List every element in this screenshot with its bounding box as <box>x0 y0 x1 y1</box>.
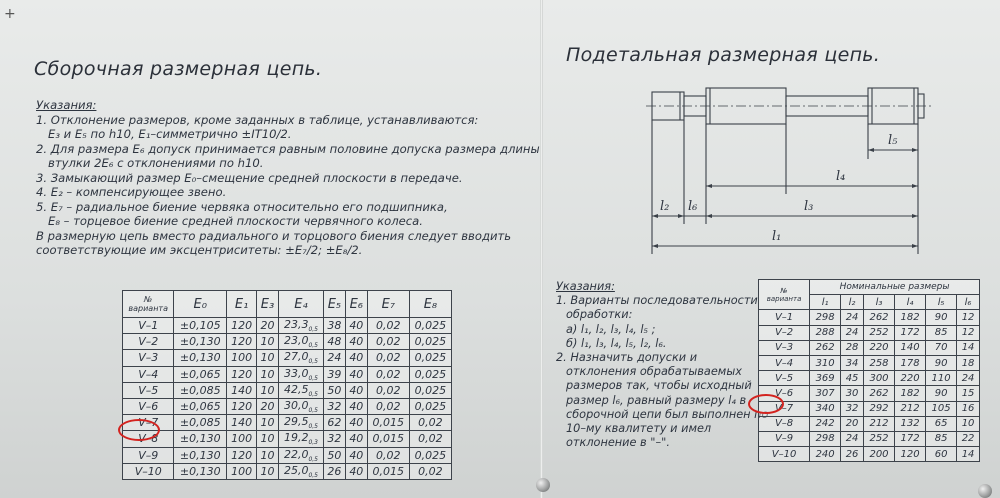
table-cell: 172 <box>895 325 926 340</box>
table-cell: 0,02 <box>367 447 409 463</box>
table-cell: V–9 <box>123 447 174 463</box>
table-cell: 120 <box>227 334 257 350</box>
table-cell: 120 <box>227 366 257 382</box>
left-note-line: 2. Для размера E₆ допуск принимается равным половине допуска размера длины <box>36 141 540 156</box>
table-cell: 10 <box>257 366 279 382</box>
table-cell: 40 <box>345 350 367 366</box>
table-cell: 0,02 <box>367 350 409 366</box>
right-notes-heading: Указания: <box>556 280 615 293</box>
table-row <box>759 431 980 446</box>
left-notes-heading: Указания: <box>36 98 97 112</box>
dim-label-l5: l₅ <box>888 133 898 148</box>
table-cell: 18 <box>957 355 980 370</box>
table-cell: 26 <box>323 463 345 479</box>
cell-tolerance: 0,5 <box>308 471 318 479</box>
right-notes <box>556 280 769 450</box>
table-row <box>123 431 452 447</box>
table-cell: V–7 <box>123 415 174 431</box>
table-cell: 62 <box>323 415 345 431</box>
dim-label-l2: l₂ <box>660 199 670 214</box>
table-cell: V–4 <box>759 355 810 370</box>
table-cell: 90 <box>926 310 957 325</box>
cell-tolerance: 0,5 <box>308 358 318 366</box>
table-cell <box>278 382 323 398</box>
column-header: E₆ <box>345 291 367 318</box>
left-note-line: 1. Отклонение размеров, кроме заданных в таблице, устанавливаются: <box>36 112 479 127</box>
table-cell: 48 <box>323 334 345 350</box>
table-cell: V–8 <box>759 416 810 431</box>
column-header: l₃ <box>863 295 894 310</box>
cell-value: 25,0 <box>283 463 309 477</box>
table-cell: V–6 <box>759 386 810 401</box>
left-note-line: E₈ – торцевое биение средней плоскости червячного колеса. <box>48 214 423 228</box>
variant-header-bottom: варианта <box>766 294 802 303</box>
table-cell: V–10 <box>759 447 810 462</box>
left-note-line: 4. E₂ – компенсирующее звено. <box>36 185 227 199</box>
table-cell: 24 <box>841 325 864 340</box>
table-cell: ±0,130 <box>174 463 227 479</box>
table-row <box>123 350 452 366</box>
right-title: Подетальная размерная цепь. <box>566 44 881 66</box>
cell-value: 33,0 <box>283 366 309 380</box>
table-cell: 0,02 <box>367 334 409 350</box>
cell-tolerance: 0,5 <box>308 390 318 398</box>
table-cell: 60 <box>926 447 957 462</box>
table-cell: 20 <box>257 318 279 334</box>
right-note-line: обработки: <box>566 308 633 322</box>
table-header-row <box>123 291 452 318</box>
table-cell: 24 <box>841 431 864 446</box>
table-cell: 10 <box>257 415 279 431</box>
variant-header-top: № <box>780 286 788 295</box>
table-cell: 0,02 <box>367 398 409 414</box>
table-cell: 10 <box>257 463 279 479</box>
table-cell: 300 <box>863 371 894 386</box>
table-cell: 100 <box>227 431 257 447</box>
table-cell: V–6 <box>123 398 174 414</box>
cell-value: 19,2 <box>283 431 309 445</box>
table-cell: 120 <box>227 318 257 334</box>
cell-value: 22,0 <box>283 447 309 461</box>
table-cell: V–3 <box>759 340 810 355</box>
table-cell: 40 <box>345 398 367 414</box>
cell-value: 23,3 <box>283 318 309 331</box>
table-row <box>123 382 452 398</box>
table-cell: 140 <box>227 415 257 431</box>
variant-header-top: № <box>144 295 153 304</box>
corner-plus-mark: + <box>4 6 16 22</box>
table-cell: ±0,065 <box>174 398 227 414</box>
dim-label-l4: l₄ <box>836 169 846 184</box>
table-cell: 32 <box>841 401 864 416</box>
table-cell: 40 <box>345 463 367 479</box>
table-cell: V–8 <box>123 431 174 447</box>
variant-column-header <box>123 291 174 318</box>
table-cell: 369 <box>810 371 841 386</box>
table-cell: 178 <box>895 355 926 370</box>
table-cell: 32 <box>323 398 345 414</box>
table-cell: ±0,085 <box>174 415 227 431</box>
table-cell: 288 <box>810 325 841 340</box>
table-cell: 0,015 <box>367 431 409 447</box>
right-note-line: размер l₆, равный размеру l₄ в <box>566 393 747 407</box>
table-cell <box>278 366 323 382</box>
dim-label-l3: l₃ <box>804 199 814 214</box>
right-note-line: б) l₁, l₃, l₄, l₅, l₂, l₆. <box>566 336 667 350</box>
table-cell: 0,025 <box>409 318 451 334</box>
table-cell: V–10 <box>123 463 174 479</box>
table-cell <box>278 318 323 334</box>
left-notes <box>36 98 540 258</box>
table-row <box>759 401 980 416</box>
right-note-line: отклонение в "–". <box>566 436 670 450</box>
table-cell: V–2 <box>123 334 174 350</box>
table-cell: 10 <box>257 431 279 447</box>
column-header: l₅ <box>926 295 957 310</box>
shaft-drawing <box>640 84 940 259</box>
column-header: E₀ <box>174 291 227 318</box>
cell-tolerance: 0,5 <box>308 455 318 463</box>
cell-value: 30,0 <box>283 398 309 412</box>
table-cell: 172 <box>895 431 926 446</box>
cell-tolerance: 0,3 <box>308 439 318 447</box>
table-cell <box>278 447 323 463</box>
table-row <box>123 463 452 479</box>
table-cell: ±0,065 <box>174 366 227 382</box>
table-row <box>759 386 980 401</box>
column-header: l₆ <box>957 295 980 310</box>
table-cell <box>278 398 323 414</box>
table-cell: V–5 <box>759 371 810 386</box>
table-cell: 258 <box>863 355 894 370</box>
table-cell: 100 <box>227 350 257 366</box>
table-cell: 0,02 <box>409 415 451 431</box>
table-cell: 28 <box>841 340 864 355</box>
column-header: E₁ <box>227 291 257 318</box>
table-cell: 252 <box>863 431 894 446</box>
cell-value: 29,5 <box>283 415 309 429</box>
table-cell: 0,025 <box>409 350 451 366</box>
table-cell: 307 <box>810 386 841 401</box>
table-cell: 262 <box>810 340 841 355</box>
right-note-line: отклонения обрабатываемых <box>566 365 742 379</box>
table-cell: 24 <box>323 350 345 366</box>
table-cell: 0,02 <box>409 431 451 447</box>
table-row <box>759 340 980 355</box>
table-cell: 10 <box>257 334 279 350</box>
table-cell: 212 <box>863 416 894 431</box>
table-cell: 38 <box>323 318 345 334</box>
table-cell: 40 <box>345 366 367 382</box>
table-cell: 240 <box>810 447 841 462</box>
table-row <box>759 325 980 340</box>
panel-divider <box>540 0 543 498</box>
cell-value: 27,0 <box>283 350 309 364</box>
table-cell: V–9 <box>759 431 810 446</box>
bolt-left <box>536 478 550 492</box>
table-cell: 24 <box>841 310 864 325</box>
table-cell: 298 <box>810 431 841 446</box>
column-header: l₂ <box>841 295 864 310</box>
table-cell: V–1 <box>759 310 810 325</box>
column-header: l₄ <box>895 295 926 310</box>
table-cell: 200 <box>863 447 894 462</box>
table-caption: Номинальные размеры <box>810 280 980 295</box>
table-row <box>123 415 452 431</box>
table-cell: 12 <box>957 310 980 325</box>
table-row <box>123 366 452 382</box>
table-cell: 90 <box>926 355 957 370</box>
variant-column-header <box>759 280 810 310</box>
table-cell: 220 <box>895 371 926 386</box>
table-cell: 298 <box>810 310 841 325</box>
table-row <box>123 398 452 414</box>
table-cell: 0,025 <box>409 366 451 382</box>
table-cell: 252 <box>863 325 894 340</box>
table-cell: ±0,130 <box>174 350 227 366</box>
red-circle-mark-left <box>118 419 160 441</box>
table-cell: 85 <box>926 325 957 340</box>
table-cell: 120 <box>227 447 257 463</box>
table-row <box>759 416 980 431</box>
table-cell: V–4 <box>123 366 174 382</box>
left-note-line: 3. Замыкающий размер E₀–смещение средней плоскости в передаче. <box>36 170 463 185</box>
table-cell: 40 <box>345 447 367 463</box>
right-note-line: размеров так, чтобы исходный <box>566 379 752 393</box>
table-cell: 310 <box>810 355 841 370</box>
table-cell: 40 <box>345 431 367 447</box>
table-cell: 262 <box>863 386 894 401</box>
red-circle-mark-right <box>748 394 784 414</box>
cell-tolerance: 0,5 <box>308 374 318 382</box>
table-cell: 0,025 <box>409 334 451 350</box>
table-cell: 40 <box>345 318 367 334</box>
table-cell: 262 <box>863 310 894 325</box>
cell-tolerance: 0,5 <box>308 423 318 431</box>
dim-label-l1: l₁ <box>772 229 782 244</box>
table-cell: 120 <box>227 398 257 414</box>
right-note-line: а) l₁, l₂, l₃, l₄, l₅ ; <box>566 322 656 336</box>
column-header: l₁ <box>810 295 841 310</box>
table-cell <box>278 415 323 431</box>
table-cell: 10 <box>257 382 279 398</box>
right-note-line: 1. Варианты последовательности <box>556 294 758 308</box>
table-cell: ±0,130 <box>174 431 227 447</box>
table-cell: 0,02 <box>367 366 409 382</box>
table-cell: V–5 <box>123 382 174 398</box>
table-cell: 0,025 <box>409 382 451 398</box>
bolt-right <box>978 484 992 498</box>
left-note-line: соответствующие им эксцентриситеты: ±E₇/2; ±E₈/2. <box>36 243 363 257</box>
table-cell: 105 <box>926 401 957 416</box>
table-cell: 34 <box>841 355 864 370</box>
table-cell: V–3 <box>123 350 174 366</box>
table-cell: 182 <box>895 310 926 325</box>
table-cell: 140 <box>227 382 257 398</box>
table-cell: V–1 <box>123 318 174 334</box>
table-cell: 0,015 <box>367 463 409 479</box>
table-cell: 26 <box>841 447 864 462</box>
table-row <box>759 371 980 386</box>
right-note-line: сборочной цепи был выполнен по <box>566 407 769 421</box>
right-note-line: 10–му квалитету и имел <box>566 422 712 436</box>
table-cell: V–2 <box>759 325 810 340</box>
table-cell: ±0,105 <box>174 318 227 334</box>
table-cell: 14 <box>957 340 980 355</box>
table-cell: 40 <box>345 415 367 431</box>
table-row <box>123 447 452 463</box>
table-cell: 212 <box>895 401 926 416</box>
table-cell: 0,02 <box>367 382 409 398</box>
table-cell: ±0,085 <box>174 382 227 398</box>
variant-header-bottom: варианта <box>128 304 168 313</box>
column-header: E₃ <box>257 291 279 318</box>
table-cell <box>278 431 323 447</box>
table-cell: 70 <box>926 340 957 355</box>
left-note-line: В размерную цепь вместо радиального и торцового биения следует вводить <box>36 228 512 243</box>
table-cell: 132 <box>895 416 926 431</box>
left-title: Сборочная размерная цепь. <box>34 58 323 80</box>
table-cell: 12 <box>957 325 980 340</box>
table-cell: ±0,130 <box>174 447 227 463</box>
column-header: E₄ <box>278 291 323 318</box>
table-cell: 20 <box>841 416 864 431</box>
left-note-line: втулки 2E₆ с отклонениями по h10. <box>48 156 264 170</box>
table-cell: 20 <box>257 398 279 414</box>
table-cell: 110 <box>926 371 957 386</box>
table-cell: ±0,130 <box>174 334 227 350</box>
table-row <box>123 334 452 350</box>
table-cell: 140 <box>895 340 926 355</box>
table-cell: 50 <box>323 382 345 398</box>
table-cell: 340 <box>810 401 841 416</box>
table-cell: 24 <box>957 371 980 386</box>
table-cell: 85 <box>926 431 957 446</box>
table-cell: 10 <box>257 447 279 463</box>
column-header: E₅ <box>323 291 345 318</box>
table-row <box>759 310 980 325</box>
right-note-line: 2. Назначить допуски и <box>556 351 698 365</box>
table-cell: 100 <box>227 463 257 479</box>
table-row <box>123 318 452 334</box>
table-cell: 39 <box>323 366 345 382</box>
table-cell: 40 <box>345 334 367 350</box>
right-nominal-sizes-table <box>758 279 980 462</box>
table-cell: 50 <box>323 447 345 463</box>
table-cell: 120 <box>895 447 926 462</box>
table-cell: 30 <box>841 386 864 401</box>
table-cell: 242 <box>810 416 841 431</box>
cell-value: 42,5 <box>283 382 309 396</box>
table-row <box>759 355 980 370</box>
table-cell: 14 <box>957 447 980 462</box>
dim-label-l6: l₆ <box>688 199 698 214</box>
table-cell: 0,02 <box>409 463 451 479</box>
table-cell <box>278 350 323 366</box>
table-cell: 45 <box>841 371 864 386</box>
table-header-row <box>759 280 980 295</box>
table-cell: V–7 <box>759 401 810 416</box>
left-note-line: 5. E₇ – радиальное биение червяка относительно его подшипника, <box>36 199 448 214</box>
cell-tolerance: 0,5 <box>308 326 318 334</box>
table-cell: 220 <box>863 340 894 355</box>
table-cell: 16 <box>957 401 980 416</box>
column-header: E₇ <box>367 291 409 318</box>
table-cell: 0,025 <box>409 447 451 463</box>
table-cell: 10 <box>957 416 980 431</box>
table-cell: 40 <box>345 382 367 398</box>
column-header: E₈ <box>409 291 451 318</box>
table-cell: 15 <box>957 386 980 401</box>
cell-tolerance: 0,5 <box>308 407 318 415</box>
table-cell: 0,015 <box>367 415 409 431</box>
table-cell: 10 <box>257 350 279 366</box>
table-cell: 292 <box>863 401 894 416</box>
table-cell: 182 <box>895 386 926 401</box>
table-cell <box>278 463 323 479</box>
table-cell: 0,02 <box>367 318 409 334</box>
table-cell <box>278 334 323 350</box>
table-cell: 32 <box>323 431 345 447</box>
table-cell: 0,025 <box>409 398 451 414</box>
left-note-line: E₃ и E₅ по h10, E₁–симметрично ±IT10/2. <box>48 127 292 141</box>
left-variants-table <box>122 290 452 480</box>
table-cell: 90 <box>926 386 957 401</box>
cell-tolerance: 0,5 <box>308 342 318 350</box>
cell-value: 23,0 <box>283 334 309 348</box>
table-cell: 65 <box>926 416 957 431</box>
table-cell: 22 <box>957 431 980 446</box>
table-row <box>759 447 980 462</box>
